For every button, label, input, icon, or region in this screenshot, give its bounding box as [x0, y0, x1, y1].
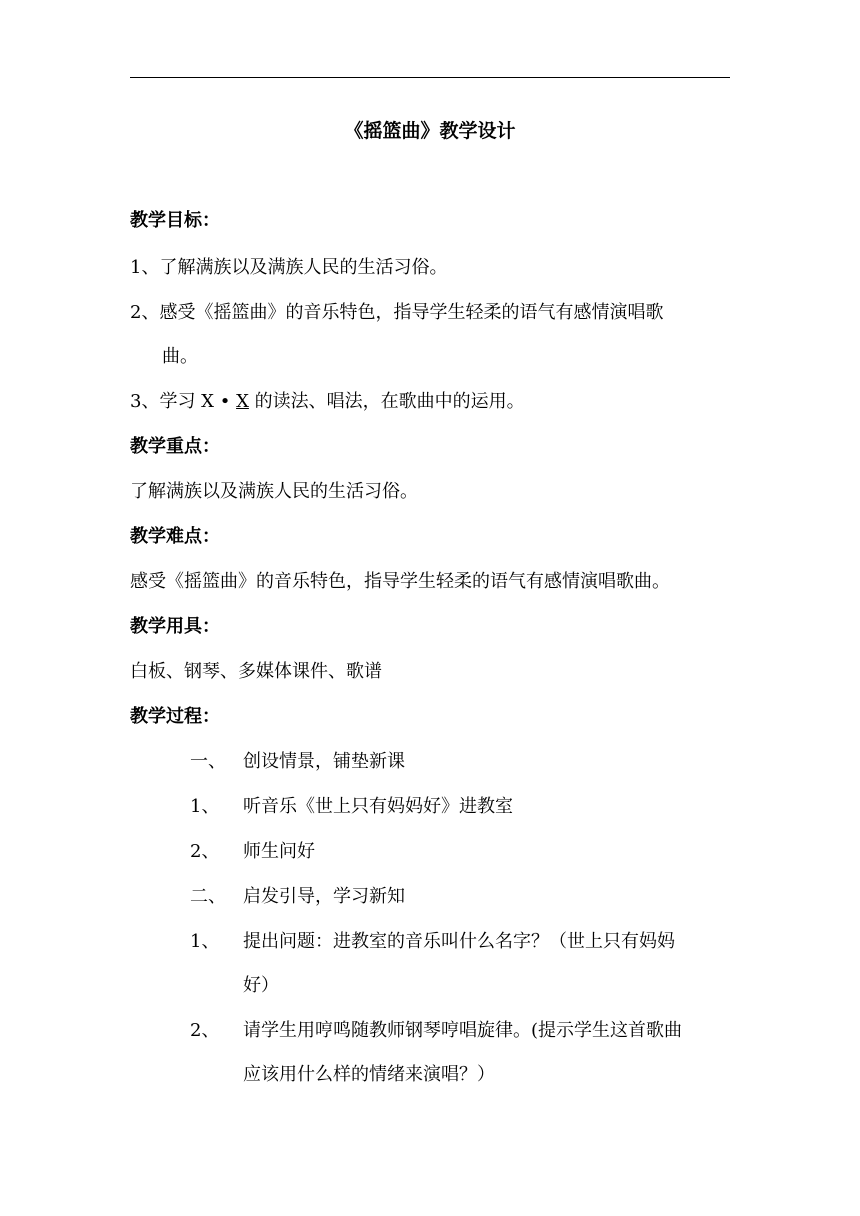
key-points-text: 了解满族以及满族人民的生活习俗。	[130, 481, 418, 502]
header-rule	[130, 77, 730, 78]
objective-number: 2、	[130, 302, 160, 323]
key-points-heading: 教学重点：	[130, 436, 220, 457]
underlined-note: X	[236, 391, 249, 412]
objective-number: 1、	[130, 257, 160, 278]
tools-heading: 教学用具：	[130, 616, 220, 637]
process-item-text: 启发引导，学习新知	[243, 886, 405, 907]
process-item-text: 师生问好	[243, 841, 315, 862]
objective-text: 感受《摇篮曲》的音乐特色，指导学生轻柔的语气有感情演唱歌	[159, 302, 664, 323]
objective-text-post: 的读法、唱法，在歌曲中的运用。	[248, 391, 525, 412]
process-item-number: 1、	[190, 931, 220, 952]
objective-text-pre: 学习 X •	[159, 391, 237, 412]
objective-number: 3、	[130, 391, 160, 412]
process-item-number: 二、	[190, 886, 226, 907]
process-item-continuation: 应该用什么样的情绪来演唱？）	[243, 1064, 495, 1085]
process-item-number: 一、	[190, 751, 226, 772]
process-item-text: 听音乐《世上只有妈妈好》进教室	[243, 796, 513, 817]
objective-text: 了解满族以及满族人民的生活习俗。	[159, 257, 448, 278]
objective-item-2	[130, 298, 663, 324]
objective-item-2-continuation: 曲。	[162, 346, 198, 367]
objectives-heading: 教学目标：	[130, 210, 220, 231]
document-title: 《摇篮曲》教学设计	[344, 120, 516, 142]
process-item-text: 提出问题：进教室的音乐叫什么名字？（世上只有妈妈	[243, 931, 675, 952]
objective-item-3	[130, 387, 525, 413]
process-heading: 教学过程：	[130, 706, 220, 727]
process-item-number: 2、	[190, 1020, 220, 1041]
difficulties-heading: 教学难点：	[130, 526, 220, 547]
process-item-number: 1、	[190, 796, 220, 817]
process-item-text: 创设情景，铺垫新课	[243, 751, 405, 772]
process-item-continuation: 好）	[243, 975, 279, 996]
process-item-text: 请学生用哼鸣随教师钢琴哼唱旋律。(提示学生这首歌曲	[243, 1020, 683, 1041]
objective-item-1	[130, 253, 447, 279]
tools-text: 白板、钢琴、多媒体课件、歌谱	[130, 661, 382, 682]
difficulties-text: 感受《摇篮曲》的音乐特色，指导学生轻柔的语气有感情演唱歌曲。	[130, 571, 670, 592]
process-item-number: 2、	[190, 841, 220, 862]
